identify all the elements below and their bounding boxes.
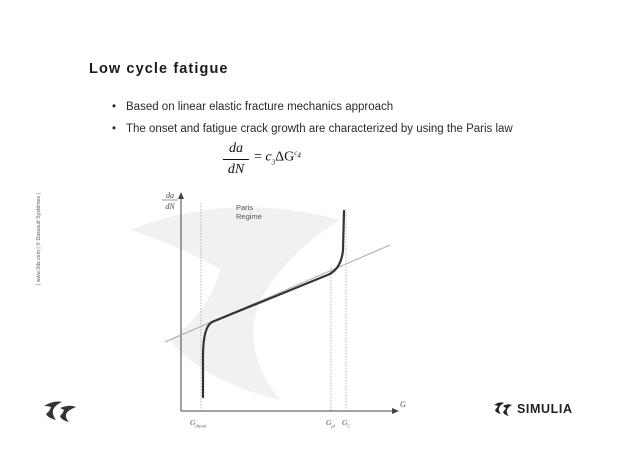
formula-delta-g: ΔG [275, 149, 295, 165]
x-axis-label: G [400, 400, 406, 409]
brand-name: SIMULIA [517, 402, 573, 416]
formula-exp-sub: 4 [297, 151, 301, 160]
bullet-text: Based on linear elastic fracture mechanics approach [126, 101, 394, 113]
formula-fraction [222, 140, 250, 179]
formula-coef-sub: 3 [271, 158, 276, 167]
formula-denominator: dN [227, 162, 245, 177]
formula-rhs [254, 149, 301, 166]
fraction-bar [223, 159, 249, 160]
formula-equals: = [254, 149, 262, 165]
3ds-logo-icon [40, 398, 80, 426]
formula-exp-base: c [294, 149, 298, 157]
tick-label-gthresh: $G_{thresh}$ [190, 418, 207, 429]
y-axis-arrow [178, 192, 184, 199]
bullet-item [112, 121, 582, 138]
tick-label-gpl: $G_{pl}$ [326, 418, 335, 429]
y-axis-label-denominator: dN [165, 202, 175, 211]
bullet-item [112, 99, 582, 116]
copyright-side-text: | www.3ds.com | © Dassault Systèmes | [36, 193, 42, 285]
bullet-list [112, 99, 582, 143]
region-label-paris: Paris [236, 203, 254, 212]
crack-growth-curve [203, 211, 344, 397]
3ds-logo-icon [492, 400, 514, 418]
simulia-brand [492, 400, 573, 418]
tick-label-gc: $G_C$ [342, 418, 351, 429]
formula-coef: c [265, 149, 272, 165]
slide-title: Low cycle fatigue [89, 61, 229, 77]
paris-extension-line [165, 245, 390, 342]
bullet-dot: • [112, 101, 117, 113]
crack-growth-diagram [150, 185, 420, 435]
bullet-dot: • [112, 123, 117, 135]
region-label-regime: Regime [236, 212, 262, 221]
bullet-text: The onset and fatigue crack growth are characterized by using the Paris law [126, 123, 513, 135]
x-axis-arrow [392, 408, 399, 414]
formula-numerator: da [229, 141, 243, 156]
y-axis-label-numerator: da [166, 191, 174, 200]
